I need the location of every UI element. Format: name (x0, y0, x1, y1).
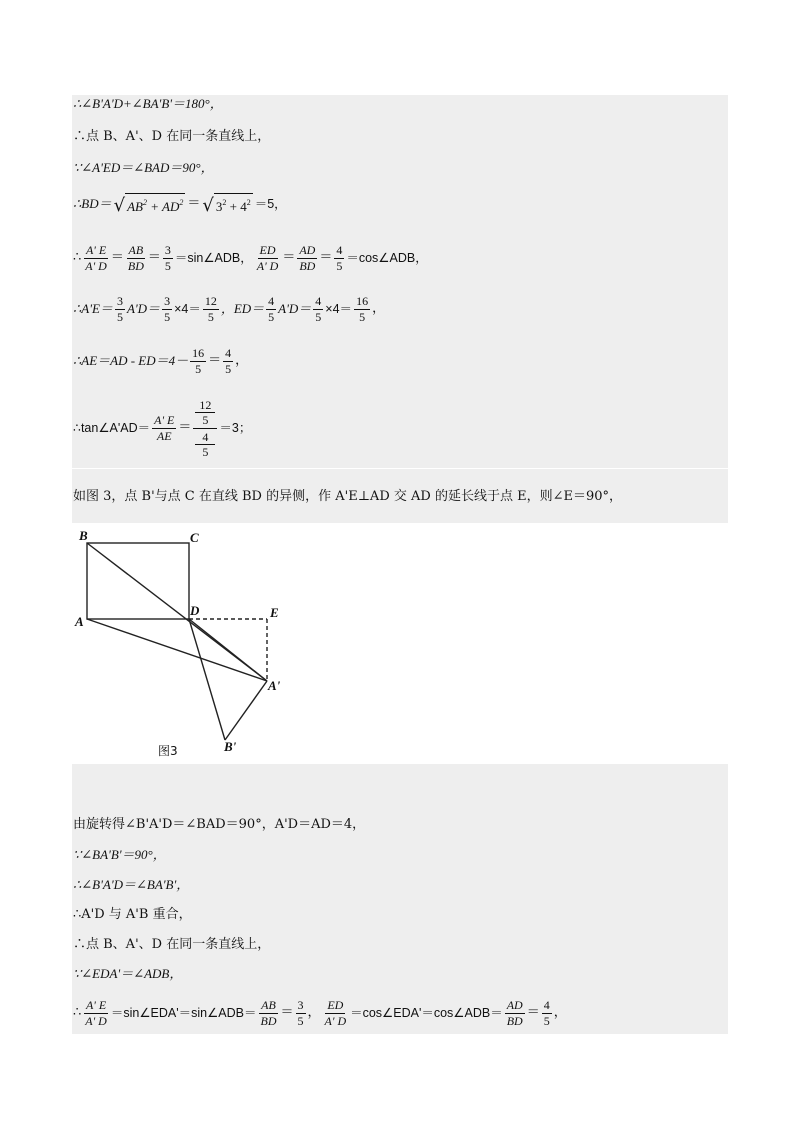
fraction: $\frac{4}{5}$ (543, 997, 550, 1028)
line-text: ∵∠A'ED＝∠BAD＝90°， (73, 160, 214, 175)
line-text: ∴点 B、A'、D 在同一条直线上， (73, 937, 271, 952)
fraction: $\frac{ED}{A' D}$ (324, 997, 347, 1028)
equals-sign: ＝ (282, 250, 296, 265)
line-text: ∴点 B、A'、D 在同一条直线上， (73, 129, 271, 144)
math-line (73, 240, 428, 276)
line-text: ∵∠BA'B'＝90°， (73, 847, 166, 862)
math-term: + 4 (226, 199, 247, 214)
text-line (73, 937, 270, 953)
line-text: ， (307, 1005, 321, 1020)
line-text: A'D＝ (278, 301, 312, 316)
text-line (73, 907, 192, 923)
math-line (73, 190, 287, 218)
fraction: $\frac{AD}{BD}$ (299, 242, 316, 273)
fraction: $\frac{A' E}{A' D}$ (85, 242, 107, 273)
segment-d-a1 (189, 619, 267, 681)
math-term: 4 (202, 429, 209, 444)
therefore-sign: ∴ (73, 1005, 82, 1020)
line-text: ×4＝ (325, 302, 353, 316)
line-text: ，ED＝ (220, 301, 265, 316)
line-text: ∵∠EDA'＝∠ADB， (73, 966, 183, 981)
fraction: $\frac{3}{5}$ (297, 997, 304, 1028)
segment-d-b1 (189, 619, 225, 740)
fraction: $\frac{AB}{BD}$ (260, 997, 277, 1028)
sqrt-expression: √ $AB^2 + AD^2$ (113, 195, 184, 216)
line-text: ＝5， (254, 197, 287, 211)
label-c: C (190, 530, 199, 545)
line-text: ， (235, 353, 249, 368)
math-term: 5 (202, 444, 209, 459)
fraction: $\frac{3}{5}$ (164, 242, 171, 273)
equals-sign: ＝ (280, 1005, 294, 1020)
text-line (73, 96, 223, 112)
math-term: 12 (199, 397, 212, 412)
fraction: $\frac{12}{5}$ (204, 293, 217, 324)
line-text: ＝sin∠EDA'＝sin∠ADB＝ (110, 1006, 257, 1020)
label-d: D (190, 603, 200, 618)
math-term: + AD (146, 199, 180, 214)
line-text: A'D＝ (126, 301, 161, 316)
text-line (73, 160, 214, 176)
math-line (73, 291, 385, 327)
equals-sign: ＝ (178, 420, 192, 435)
fraction: $\frac{3}{5}$ (116, 293, 123, 324)
label-b-prime: B' (224, 739, 237, 754)
line-text: ∴tan∠A'AD＝ (73, 421, 151, 435)
text-line (73, 817, 365, 833)
line-text: ＝3； (219, 421, 252, 435)
fraction: $\frac{4}{5}$ (336, 242, 343, 273)
fraction: $\frac{AB}{BD}$ (127, 242, 144, 273)
math-term: 3 (215, 199, 223, 214)
equals-sign: ＝ (110, 250, 124, 265)
line-text: ×4＝ (174, 302, 201, 316)
geometry-figure (72, 523, 290, 764)
line-text: 由旋转得∠B'A'D＝∠BAD＝90°，A'D＝AD＝4， (73, 817, 366, 832)
math-term: 5 (202, 412, 209, 427)
fraction: $\frac{A' E}{A' D}$ (85, 997, 107, 1028)
line-text: ∴BD＝ (73, 196, 112, 211)
line-text: ＝sin∠ADB， (174, 251, 253, 265)
line-text: ∴A'E＝ (73, 301, 113, 316)
text-line (73, 877, 189, 893)
segment-b1-a1 (225, 681, 267, 740)
fraction: $\frac{16}{5}$ (356, 293, 369, 324)
label-e: E (270, 605, 279, 620)
text-line (73, 489, 622, 505)
label-a-prime: A' (268, 678, 281, 693)
fraction: $\frac{AD}{BD}$ (506, 997, 523, 1028)
line-text: ∴AE＝AD - ED＝4－ (73, 353, 189, 368)
segment-a-a1 (87, 619, 267, 681)
math-line (73, 393, 251, 463)
line-text: ， (553, 1005, 567, 1020)
figure-3-diagram (72, 523, 290, 764)
line-text: ∴∠B'A'D+∠BA'B'＝180°， (73, 96, 223, 111)
line-text: ＝cos∠ADB， (346, 251, 428, 265)
line-text: 如图 3，点 B'与点 C 在直线 BD 的异侧，作 A'E⊥AD 交 AD 的延长线于点 E，则∠E＝90°， (73, 489, 622, 504)
fraction: $\frac{3}{5}$ (164, 293, 171, 324)
equals-sign: ＝ (147, 250, 161, 265)
therefore-sign: ∴ (73, 250, 82, 265)
line-text: ＝cos∠EDA'＝cos∠ADB＝ (350, 1006, 503, 1020)
fraction: $\frac{A' E}{AE}$ (154, 412, 175, 443)
equals-sign: ＝ (187, 196, 201, 211)
fraction: $\frac{ED}{A' D}$ (256, 242, 279, 273)
label-a: A (75, 614, 84, 629)
compound-fraction (193, 399, 217, 458)
equals-sign: ＝ (208, 353, 222, 368)
line-text: ∴A'D 与 A'B 重合， (73, 907, 192, 922)
math-line (73, 995, 567, 1031)
fraction: $\frac{4}{5}$ (268, 293, 275, 324)
line-text: ∴∠B'A'D＝∠BA'B'， (73, 877, 190, 892)
figure-caption: 图3 (158, 744, 178, 758)
math-term: AB (127, 199, 143, 214)
equals-sign: ＝ (526, 1005, 540, 1020)
fraction: $\frac{4}{5}$ (315, 293, 322, 324)
fraction: $\frac{16}{5}$ (192, 345, 205, 376)
text-line (73, 129, 270, 145)
content-panel-3 (72, 764, 728, 1034)
label-b: B (79, 528, 88, 543)
text-line (73, 966, 182, 982)
text-line (73, 847, 166, 863)
fraction: $\frac{4}{5}$ (225, 345, 232, 376)
sqrt-expression: √ $3^2 + 4^2$ (202, 195, 251, 216)
line-text: ， (372, 301, 386, 316)
math-line (73, 343, 248, 379)
equals-sign: ＝ (319, 250, 333, 265)
